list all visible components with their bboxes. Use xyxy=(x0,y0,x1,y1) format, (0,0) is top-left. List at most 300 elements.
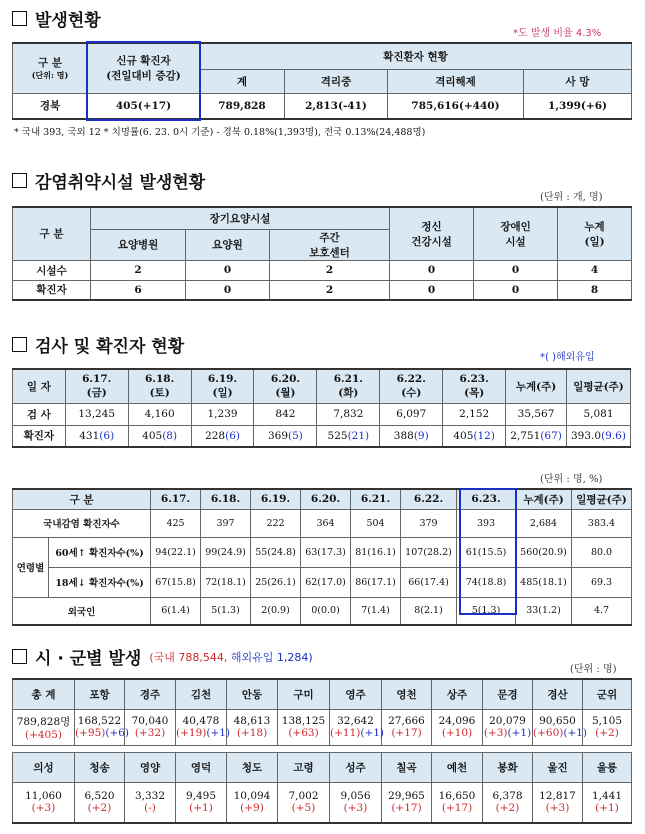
cell-value: 33(1.2) xyxy=(516,597,572,625)
sub-head xyxy=(270,229,390,260)
outbreak-table xyxy=(12,42,632,120)
region-value xyxy=(125,783,176,823)
row-label: 검 사 xyxy=(13,403,66,425)
region-name: 김천 xyxy=(176,679,227,709)
age-group-label: 연령별 xyxy=(13,537,49,597)
ratio-note: *도 발생 비율 4.3% xyxy=(513,28,602,39)
cell-value xyxy=(317,425,380,447)
cell-value: 425 xyxy=(151,509,201,537)
head-date xyxy=(317,369,380,403)
region-table-1 xyxy=(12,678,632,746)
region-change-line xyxy=(75,802,124,814)
sub-head: 요양병원 xyxy=(91,229,186,260)
case-count: 388 xyxy=(393,429,414,442)
region-total: 40,478 xyxy=(182,715,220,727)
region-change-line xyxy=(125,727,175,739)
region-change: (-) xyxy=(144,802,156,815)
head-disabled xyxy=(474,207,558,260)
cell-value: 99(24.9) xyxy=(201,537,251,567)
cell-value: 63(17.3) xyxy=(301,537,351,567)
cell-value: 2 xyxy=(270,280,390,300)
section-title-tests xyxy=(12,332,184,357)
head-cumulative: 누계(주) xyxy=(516,489,572,509)
region-value xyxy=(533,709,588,745)
region-name: 영주 xyxy=(330,679,382,709)
region-table-2 xyxy=(12,752,632,824)
region-change: (+11) xyxy=(330,727,361,739)
head-date: 6.19. xyxy=(251,489,301,509)
region-total: 32,642 xyxy=(337,715,374,727)
cell-value: 6 xyxy=(91,280,186,300)
section-subtitle xyxy=(149,649,312,665)
region-total: 48,613 xyxy=(233,715,271,727)
region-value xyxy=(583,709,632,745)
region-total: 3,332 xyxy=(134,790,166,803)
head-new-sub-text: (전일대비 증감) xyxy=(106,70,181,83)
region-change: (+2) xyxy=(595,727,619,739)
weekday-text: (일) xyxy=(212,386,233,399)
sub-head: 사 망 xyxy=(524,69,632,93)
foreign-note: *( )해외유입 xyxy=(540,352,595,363)
cell-value xyxy=(191,425,254,447)
region-value xyxy=(176,783,227,823)
head-gubun: 구 분 xyxy=(13,207,91,260)
head-date: 6.17. xyxy=(151,489,201,509)
head-date xyxy=(380,369,443,403)
head-unit-text: (단위: 명) xyxy=(31,70,69,81)
date-text: 6.21. xyxy=(333,372,363,385)
case-count: 393.0 xyxy=(571,429,602,442)
region-change: (+3) xyxy=(343,802,368,815)
region-value xyxy=(533,783,583,823)
head-text: 건강시설 xyxy=(411,235,452,248)
region-name: 예천 xyxy=(432,753,483,783)
cell-value xyxy=(443,425,506,447)
foreign-count: (67) xyxy=(540,429,562,442)
cell-value: 0 xyxy=(474,280,558,300)
region-change-line xyxy=(533,727,588,739)
foreign-count: (5) xyxy=(288,429,303,442)
region-total: 168,522 xyxy=(77,715,122,727)
cell-value xyxy=(254,425,317,447)
region-change-line xyxy=(125,802,175,814)
cell-value: 0(0.0) xyxy=(301,597,351,625)
region-total: 90,650 xyxy=(539,715,576,727)
cell-value: 0 xyxy=(474,260,558,280)
region-total: 12,817 xyxy=(539,790,576,803)
case-count: 525 xyxy=(327,429,348,442)
region-change: (+1) xyxy=(595,802,619,815)
section-title-facilities xyxy=(12,168,205,193)
case-count: 405 xyxy=(453,429,474,442)
region-value xyxy=(278,709,330,745)
case-count: 431 xyxy=(79,429,100,442)
region-total: 24,096 xyxy=(438,715,476,727)
region-value xyxy=(330,709,385,745)
region-change: (+3) xyxy=(483,727,508,739)
cell-value: 2,813(-41) xyxy=(285,93,388,119)
region-name: 군위 xyxy=(583,679,632,709)
weekday-text: (화) xyxy=(338,386,359,399)
cell-value: 74(18.8) xyxy=(457,567,516,597)
region-name: 경주 xyxy=(125,679,176,709)
unit-label: (단위 : 명) xyxy=(570,664,617,675)
region-change-line xyxy=(382,802,431,814)
region-change-line xyxy=(483,727,532,739)
region-change: (+405) xyxy=(24,728,63,741)
head-text: 장애인 xyxy=(500,220,531,233)
region-value xyxy=(13,709,75,745)
cell-value: 379 xyxy=(401,509,457,537)
head-text: (일) xyxy=(584,235,605,248)
cell-value: 789,828 xyxy=(200,93,285,119)
tests-table xyxy=(12,368,631,448)
region-total: 27,666 xyxy=(388,715,425,727)
section-title-text: 검사 및 확진자 현황 xyxy=(35,337,185,357)
cell-value: 5(1.3) xyxy=(457,597,516,625)
case-count: 228 xyxy=(205,429,226,442)
region-name: 성주 xyxy=(330,753,382,783)
region-value xyxy=(227,783,278,823)
case-count: 405 xyxy=(142,429,163,442)
sub-head: 격리해제 xyxy=(388,69,524,93)
head-date xyxy=(254,369,317,403)
cell-value: 504 xyxy=(351,509,401,537)
row-label: 경북 xyxy=(13,93,88,119)
cell-value: 6(1.4) xyxy=(151,597,201,625)
age-table xyxy=(12,488,632,626)
cell-value: 397 xyxy=(201,509,251,537)
region-change-line xyxy=(432,802,482,814)
region-name: 청도 xyxy=(227,753,278,783)
head-text: 정신 xyxy=(421,220,442,233)
region-change-line xyxy=(432,727,482,739)
cell-value: 222 xyxy=(251,509,301,537)
cell-value xyxy=(506,425,567,447)
weekday-text: (수) xyxy=(401,386,422,399)
region-foreign: (+1) xyxy=(360,727,385,739)
region-value xyxy=(176,709,231,745)
head-date: 6.20. xyxy=(301,489,351,509)
region-change: (+2) xyxy=(495,802,520,815)
head-mental xyxy=(390,207,474,260)
sub-head: 요양원 xyxy=(186,229,270,260)
head-new-cases xyxy=(88,43,200,93)
row-label: 국내감염 확진자수 xyxy=(13,509,151,537)
region-name: 문경 xyxy=(483,679,533,709)
head-text: 누계 xyxy=(584,220,605,233)
weekday-text: (금) xyxy=(86,386,107,399)
cell-value: 61(15.5) xyxy=(457,537,516,567)
region-change: (+19) xyxy=(176,727,207,739)
unit-label: (단위 : 개, 명) xyxy=(540,192,603,203)
cell-value: 2,684 xyxy=(516,509,572,537)
cell-value: 8 xyxy=(558,280,632,300)
sub-head: 격리중 xyxy=(285,69,388,93)
cell-value: 0 xyxy=(390,260,474,280)
region-change-line xyxy=(278,802,329,814)
head-date: 6.18. xyxy=(201,489,251,509)
section-title-text: 시 · 군별 발생 xyxy=(35,649,142,669)
region-change-line xyxy=(176,727,231,739)
cell-value: 0 xyxy=(186,260,270,280)
region-name: 경산 xyxy=(533,679,583,709)
region-change: (+63) xyxy=(288,727,319,739)
cell-value: 55(24.8) xyxy=(251,537,301,567)
region-change-line xyxy=(583,802,631,814)
region-total: 70,040 xyxy=(131,715,169,727)
checkbox-square-icon xyxy=(12,173,27,188)
region-name: 안동 xyxy=(227,679,278,709)
region-total: 16,650 xyxy=(438,790,476,803)
head-text: 시설 xyxy=(505,235,526,248)
region-change: (+10) xyxy=(441,727,473,739)
region-total: 11,060 xyxy=(25,790,62,803)
cell-value: 81(16.1) xyxy=(351,537,401,567)
cell-value: 4 xyxy=(558,260,632,280)
region-total: 9,495 xyxy=(185,790,217,803)
head-date: 6.21. xyxy=(351,489,401,509)
date-text: 6.17. xyxy=(82,372,112,385)
region-total: 20,079 xyxy=(489,715,526,727)
checkbox-square-icon xyxy=(12,649,27,664)
row-label: 확진자 xyxy=(13,280,91,300)
region-change-line xyxy=(75,727,130,739)
region-name: 울릉 xyxy=(583,753,632,783)
head-text: 주간 xyxy=(319,231,340,244)
region-name: 상주 xyxy=(432,679,483,709)
region-value xyxy=(75,709,130,745)
section-title-regions xyxy=(12,644,313,669)
region-total: 29,965 xyxy=(388,790,425,803)
region-name: 칠곡 xyxy=(382,753,432,783)
region-value xyxy=(432,783,483,823)
section-title-text: 감염취약시설 발생현황 xyxy=(35,173,206,193)
weekday-text: (월) xyxy=(275,386,296,399)
head-status: 확진환자 현황 xyxy=(200,43,632,69)
cell-value: 67(15.8) xyxy=(151,567,201,597)
region-name: 울진 xyxy=(533,753,583,783)
head-date xyxy=(65,369,128,403)
cell-value xyxy=(65,425,128,447)
region-change-line xyxy=(176,802,226,814)
foreign-count: 해외유입 1,284 xyxy=(227,650,309,664)
region-total: 789,828명 xyxy=(16,715,71,728)
region-value xyxy=(75,783,125,823)
head-date: 6.23. xyxy=(457,489,516,509)
region-change-line xyxy=(483,802,532,814)
cell-value: 0 xyxy=(186,280,270,300)
region-change: (+95) xyxy=(75,727,106,739)
head-date xyxy=(191,369,254,403)
paren-close: ) xyxy=(308,650,313,664)
region-change: (+2) xyxy=(87,802,112,815)
weekday-text: (토) xyxy=(149,386,170,399)
region-value xyxy=(583,783,632,823)
region-value xyxy=(483,709,533,745)
cell-value: 383.4 xyxy=(572,509,632,537)
region-change: (+32) xyxy=(134,727,166,739)
region-total: 9,056 xyxy=(340,790,371,803)
row-label: 시설수 xyxy=(13,260,91,280)
cell-value: 4,160 xyxy=(128,403,191,425)
region-value xyxy=(432,709,483,745)
region-change: (+9) xyxy=(240,802,264,815)
region-name: 구미 xyxy=(278,679,330,709)
date-text: 6.23. xyxy=(459,372,489,385)
cell-value: 62(17.0) xyxy=(301,567,351,597)
cell-value xyxy=(380,425,443,447)
region-change: (+3) xyxy=(31,802,56,815)
head-date xyxy=(128,369,191,403)
foreign-count: (6) xyxy=(225,429,240,442)
region-total: 6,378 xyxy=(492,790,523,803)
region-change-line xyxy=(382,727,431,739)
region-change-line xyxy=(278,727,329,739)
foreign-count: (21) xyxy=(347,429,370,442)
region-name: 의성 xyxy=(13,753,75,783)
cell-value: 5,081 xyxy=(566,403,630,425)
head-new-text: 신규 확진자 xyxy=(116,55,171,68)
case-count: 369 xyxy=(267,429,289,442)
region-total: 138,125 xyxy=(281,715,326,727)
head-text: 보호센터 xyxy=(309,246,350,259)
region-change: (+3) xyxy=(545,802,570,815)
region-change-line xyxy=(227,727,277,739)
cell-value: 4.7 xyxy=(572,597,632,625)
row-label: 18세↓ 확진자수(%) xyxy=(49,567,151,597)
region-value xyxy=(382,709,432,745)
region-value xyxy=(13,783,75,823)
cell-value: 7(1.4) xyxy=(351,597,401,625)
region-change: (+5) xyxy=(291,802,316,815)
cell-value: 72(18.1) xyxy=(201,567,251,597)
sub-head: 계 xyxy=(200,69,285,93)
cell-value: 69.3 xyxy=(572,567,632,597)
cell-value: 94(22.1) xyxy=(151,537,201,567)
row-label: 외국인 xyxy=(13,597,151,625)
region-value xyxy=(382,783,432,823)
foreign-count: (8) xyxy=(162,429,178,442)
region-name: 포항 xyxy=(75,679,125,709)
head-average: 일평균(주) xyxy=(566,369,630,403)
head-gubun-text: 구 분 xyxy=(38,57,62,70)
region-name: 봉화 xyxy=(483,753,533,783)
region-name: 영천 xyxy=(382,679,432,709)
head-date: 6.22. xyxy=(401,489,457,509)
region-name: 영덕 xyxy=(176,753,227,783)
region-change-line xyxy=(533,802,582,814)
date-text: 6.18. xyxy=(145,372,175,385)
region-foreign: (+1) xyxy=(206,727,231,739)
region-change-line xyxy=(583,727,631,739)
section-title-outbreak xyxy=(12,6,101,31)
region-total: 1,441 xyxy=(591,790,623,803)
date-text: 6.22. xyxy=(396,372,426,385)
date-text: 6.20. xyxy=(270,372,301,385)
region-value xyxy=(483,783,533,823)
region-value xyxy=(125,709,176,745)
cell-value: 485(18.1) xyxy=(516,567,572,597)
region-name: 청송 xyxy=(75,753,125,783)
cell-value: 2 xyxy=(91,260,186,280)
cell-value: 6,097 xyxy=(380,403,443,425)
region-change-line xyxy=(227,802,277,814)
head-total xyxy=(558,207,632,260)
cell-value: 560(20.9) xyxy=(516,537,572,567)
cell-value: 5(1.3) xyxy=(201,597,251,625)
checkbox-square-icon xyxy=(12,337,27,352)
region-value xyxy=(278,783,330,823)
unit-label: (단위 : 명, %) xyxy=(540,474,603,485)
row-label: 60세↑ 확진자수(%) xyxy=(49,537,151,567)
region-change-line xyxy=(330,727,385,739)
cell-value: 8(2.1) xyxy=(401,597,457,625)
cell-value: 2,152 xyxy=(443,403,506,425)
head-average: 일평균(주) xyxy=(572,489,632,509)
footnote: * 국내 393, 국외 12 * 치명률(6. 23. 0시 기준) - 경북 0.18%(1,393명), 전국 0.13%(24,488명) xyxy=(14,127,426,138)
region-foreign: (+1) xyxy=(507,727,532,739)
region-total: 5,105 xyxy=(591,715,623,727)
region-change-line xyxy=(13,802,74,814)
cell-value xyxy=(128,425,191,447)
cell-value: 80.0 xyxy=(572,537,632,567)
cell-value: 66(17.4) xyxy=(401,567,457,597)
head-gubun: 구 분 xyxy=(13,489,151,509)
cell-value: 2 xyxy=(270,260,390,280)
region-name: 총 계 xyxy=(13,679,75,709)
region-name: 고령 xyxy=(278,753,330,783)
region-value xyxy=(330,783,382,823)
region-total: 10,094 xyxy=(233,790,271,803)
foreign-count: (9.6) xyxy=(601,429,626,442)
cell-value: 785,616(+440) xyxy=(388,93,524,119)
cell-value: 393 xyxy=(457,509,516,537)
cell-value: 364 xyxy=(301,509,351,537)
section-title-text: 발생현황 xyxy=(35,11,101,31)
cell-value: 25(26.1) xyxy=(251,567,301,597)
region-foreign: (+1) xyxy=(563,727,588,739)
region-total: 7,002 xyxy=(288,790,319,803)
cell-value: 13,245 xyxy=(65,403,128,425)
foreign-count: (6) xyxy=(99,429,115,442)
checkbox-square-icon xyxy=(12,11,27,26)
region-change-line xyxy=(330,802,381,814)
cell-value xyxy=(566,425,630,447)
cell-value: 842 xyxy=(254,403,317,425)
head-gubun xyxy=(13,43,88,93)
foreign-count: (9) xyxy=(413,429,429,442)
head-longterm: 장기요양시설 xyxy=(91,207,390,229)
head-date-label: 일 자 xyxy=(13,369,66,403)
cell-value: 405(+17) xyxy=(88,93,200,119)
cell-value: 107(28.2) xyxy=(401,537,457,567)
region-change: (+17) xyxy=(391,727,422,739)
cell-value: 86(17.1) xyxy=(351,567,401,597)
region-change-line xyxy=(13,729,74,741)
weekday-text: (목) xyxy=(464,386,485,399)
case-count: 2,751 xyxy=(510,429,541,442)
foreign-count: (12) xyxy=(473,429,495,442)
head-cumulative: 누계(주) xyxy=(506,369,567,403)
facility-table xyxy=(12,206,632,301)
cell-value: 2(0.9) xyxy=(251,597,301,625)
cell-value: 7,832 xyxy=(317,403,380,425)
cell-value: 0 xyxy=(390,280,474,300)
region-name: 영양 xyxy=(125,753,176,783)
date-text: 6.19. xyxy=(207,372,238,385)
region-value xyxy=(227,709,278,745)
